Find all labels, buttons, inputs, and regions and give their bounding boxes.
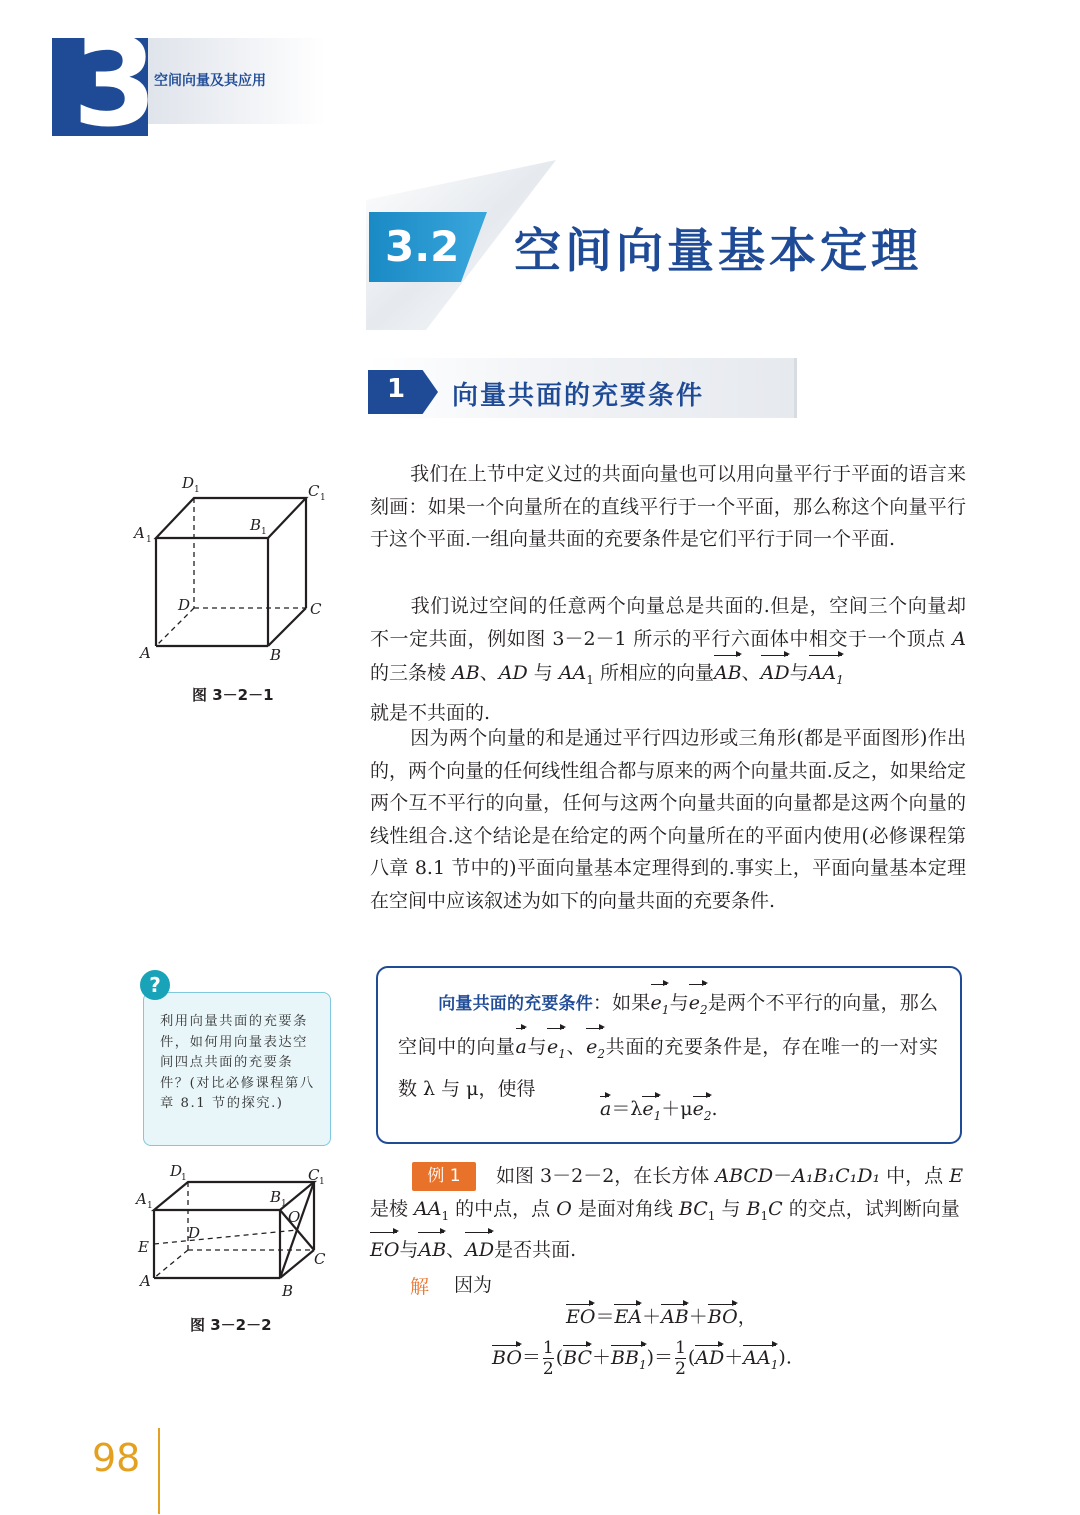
vector-AA1-sub: 1 [836,672,844,687]
eq2-plus1: ＋ [592,1346,612,1369]
eq2-BO: BO [492,1346,522,1369]
example-text-c: 是棱 [370,1197,415,1220]
symbol-AA-ex: AA [414,1197,442,1220]
vector-e1-b-text: e [547,1035,559,1058]
fig2-label-B1-sub: 1 [281,1199,287,1209]
formula-vector-e2 [693,1096,712,1123]
vector-AA1 [809,655,844,696]
eq1-plus2: ＋ [688,1306,708,1328]
eq2-AD: AD [695,1346,725,1369]
label-B1-sub: 1 [261,527,267,537]
fig2-label-C1: C [308,1166,320,1184]
symbol-BC1: BC [678,1197,708,1220]
vector-a: a [516,1028,527,1065]
eq2-AA1-sub: 1 [770,1357,779,1372]
eq1-EO: EO [566,1306,596,1328]
example-text-j: 是否共面. [494,1238,577,1261]
vector-AD: AD [761,655,790,690]
figure-3-2-2-caption: 图 3－2－2 [190,1316,272,1334]
paragraph-2 [370,590,966,729]
label-C1: C [308,482,320,500]
symbol-AA-ex-sub: 1 [441,1208,450,1223]
question-text: 利用向量共面的充要条件，如何用向量表达空间四点共面的充要条件？(对比必修课程第八章 8.1 节的探究.) [160,1014,315,1112]
theorem-text-d: 与 [526,1035,548,1058]
eq2-frac1-num: 1 [542,1338,554,1358]
equation-1 [566,1302,757,1329]
example-text-f: 与 [715,1197,747,1220]
symbol-ABCD: ABCD [715,1165,774,1187]
eq2-period: . [785,1346,792,1369]
vector-EO: EO [370,1232,399,1267]
symbol-O: O [556,1197,572,1220]
section-title: 空间向量基本定理 [514,224,922,279]
fig2-label-C: C [314,1250,326,1268]
chapter-title: 空间向量及其应用 [154,73,266,89]
formula-end: . [711,1098,718,1120]
chapter-number: 3 [72,12,158,154]
symbol-A: A [952,627,966,650]
label-C: C [310,600,322,618]
symbol-E: E [949,1165,964,1187]
label-D1-sub: 1 [194,485,200,495]
eq2-eq1: ＝ [521,1346,541,1369]
formula-vector-e2-text: e [692,1098,704,1120]
figure-3-2-1-caption: 图 3－2－1 [192,686,274,704]
fig2-label-B: B [282,1282,294,1300]
eq2-BB1-sub: 1 [638,1357,647,1372]
vector-e2-sub: 2 [700,1002,708,1017]
eq2-BB1-text: BB [611,1346,639,1369]
figure-3-2-1-parallelepiped [130,470,340,670]
symbol-B1C-sub: 1 [760,1208,769,1223]
vector-e2-b [586,1028,605,1072]
eq2-lp1: ( [555,1346,564,1369]
paragraph-3 [370,722,966,918]
example-text-g: 的交点，试判断向量 [782,1197,960,1220]
vector-e2-b-sub: 2 [597,1046,606,1061]
label-A1-sub: 1 [146,535,152,545]
symbol-sub1: 1 [586,672,594,687]
eq2-BB1 [611,1345,647,1372]
subsection-title: 向量共面的充要条件 [452,381,705,411]
eq1-comma: ， [737,1306,757,1328]
fig2-label-A1-sub: 1 [147,1201,153,1211]
eq2-lp2: ( [687,1346,696,1369]
symbol-yu: 与 [789,662,809,685]
vector-e2-text: e [688,992,701,1014]
fig2-label-E: E [138,1238,149,1256]
page-number: 98 [92,1436,141,1480]
solution-because: 因为 [454,1274,493,1296]
symbol-A1B1C1D1: A₁B₁C₁D₁ [792,1165,881,1187]
theorem-text-c: 是两个不平行的向量，那么空间中的向量 [398,992,938,1058]
symbol-AD: AD [498,662,528,685]
eq2-BC: BC [563,1346,593,1369]
label-B: B [270,646,282,664]
paragraph-1 [370,458,966,556]
equation-2 [492,1338,792,1379]
symbol-dash: － [773,1165,793,1187]
fig2-label-D1-sub: 1 [181,1173,187,1183]
eq2-AA1-text: AA [743,1346,771,1369]
eq1-plus1: ＋ [642,1306,662,1328]
theorem-text-f: 共面的充要条件是，存在唯一的一对实数 λ 与 μ，使得 [398,1035,938,1100]
eq1-eq: ＝ [595,1306,615,1328]
example-text-i: 、 [446,1238,466,1261]
paragraph-2-text-a: 我们说过空间的任意两个向量总是共面的.但是，空间三个向量却不一定共面，例如图 3－2－1 所示的平行六面体中相交于一个顶点 [370,595,966,650]
example-text-d: 的中点，点 [449,1197,557,1220]
eq2-rp1: ) [646,1346,655,1369]
label-D1: D [182,474,195,492]
solution-label: 解 [410,1276,430,1298]
fig2-label-D1: D [170,1162,183,1180]
figure-3-2-2-cuboid [130,1160,340,1300]
question-icon: ? [140,970,170,1000]
paragraph-2-text-c: 所相应的向量 [593,662,714,685]
eq2-plus2: ＋ [724,1346,744,1369]
eq2-frac2 [675,1338,686,1379]
fig2-label-C1-sub: 1 [319,1177,325,1187]
theorem-text-a: ：如果 [592,992,651,1014]
eq1-BO: BO [707,1306,738,1328]
fig2-label-O: O [288,1208,301,1226]
eq2-frac1 [543,1338,554,1379]
label-C1-sub: 1 [320,493,326,503]
formula-vector-e1-sub: 1 [653,1108,662,1123]
label-D: D [178,596,191,614]
theorem-text-e: 、 [565,1035,587,1058]
symbol-AB: AB [452,662,480,685]
vector-e1-b-sub: 1 [558,1046,566,1061]
theorem-text [398,984,938,1107]
symbol-BC1-sub: 1 [707,1208,716,1223]
section-number: 3.2 [385,222,460,271]
paragraph-3-text: 因为两个向量的和是通过平行四边形或三角形(都是平面图形)作出的，两个向量的任何线性组合都与原来的两个向量共面.反之，如果给定两个互不平行的向量，任何与这两个向量共面的向量都是这两个向量的线性组合.这个结论是在给定的两个向量所在的平面内使用(必修课程第八章 8.1 节中的)平面向量基本定理得到的.事实上，平面向量基本定理在空间中应该叙述为如下的向量共面的充要条件. [370,727,966,912]
formula-vector-e1-text: e [642,1098,654,1120]
label-B1: B [250,516,262,534]
fig2-label-D: D [188,1224,201,1242]
symbol-sep: 、 [479,662,499,685]
example-badge: 例 1 [412,1162,476,1191]
theorem-text-b: 与 [669,992,689,1014]
example-text-a: 如图 3－2－2，在长方体 [496,1165,716,1187]
fig2-label-A: A [140,1272,151,1290]
symbol-sep-2: 、 [741,662,761,685]
eq1-EA: EA [614,1306,643,1328]
vector-AB: AB [714,655,742,690]
eq2-frac1-den: 2 [542,1359,554,1379]
paragraph-1-text: 我们在上节中定义过的共面向量也可以用向量平行于平面的语言来刻画：如果一个向量所在的直线平行于一个平面，那么称这个向量平行于这个平面.一组向量共面的充要条件是它们平行于同一个平面. [370,463,966,551]
fig2-label-A1: A [136,1190,147,1208]
vector-AD-ex: AD [465,1232,494,1267]
example-text-h: 与 [399,1238,419,1261]
vector-e1-text: e [650,992,662,1014]
vector-e1 [651,984,670,1028]
symbol-B1C: B [746,1197,761,1220]
formula-vector-e1 [642,1096,661,1123]
theorem-formula [600,1094,718,1123]
eq2-frac2-num: 1 [675,1338,686,1358]
example-text [370,1160,966,1267]
label-A1: A [134,524,145,542]
label-A: A [140,644,151,662]
eq2-rp2: ) [778,1346,786,1369]
vector-e2-b-text: e [586,1035,598,1058]
vector-AA1-text: AA [808,662,837,685]
eq1-AB: AB [661,1306,689,1328]
formula-vector-e2-sub: 2 [703,1108,712,1123]
paragraph-2-text-b: 的三条棱 [370,662,453,685]
fig2-label-B1: B [270,1188,282,1206]
vector-e1-b [547,1028,566,1072]
eq2-eq2: ＝ [654,1346,674,1369]
eq2-AA1 [743,1345,778,1372]
formula-part-b: ＋μ [661,1098,693,1120]
example-text-b: 中，点 [880,1165,950,1187]
vector-e2 [689,984,708,1028]
theorem-label: 向量共面的充要条件 [438,994,593,1014]
paragraph-2-text-d: 就是不共面的. [370,701,491,724]
symbol-AA: AA [558,662,587,685]
page-number-rule [158,1428,160,1514]
formula-part-a: ＝λ [611,1098,643,1120]
example-text-e: 是面对角线 [571,1197,679,1220]
symbol-and: 与 [527,662,559,685]
symbol-B1C-C: C [768,1197,783,1220]
subsection-number: 1 [387,374,406,404]
vector-e1-sub: 1 [661,1002,670,1017]
formula-vector-a: a [600,1098,612,1120]
vector-AB-ex: AB [418,1232,446,1267]
eq2-frac2-den: 2 [675,1359,686,1379]
